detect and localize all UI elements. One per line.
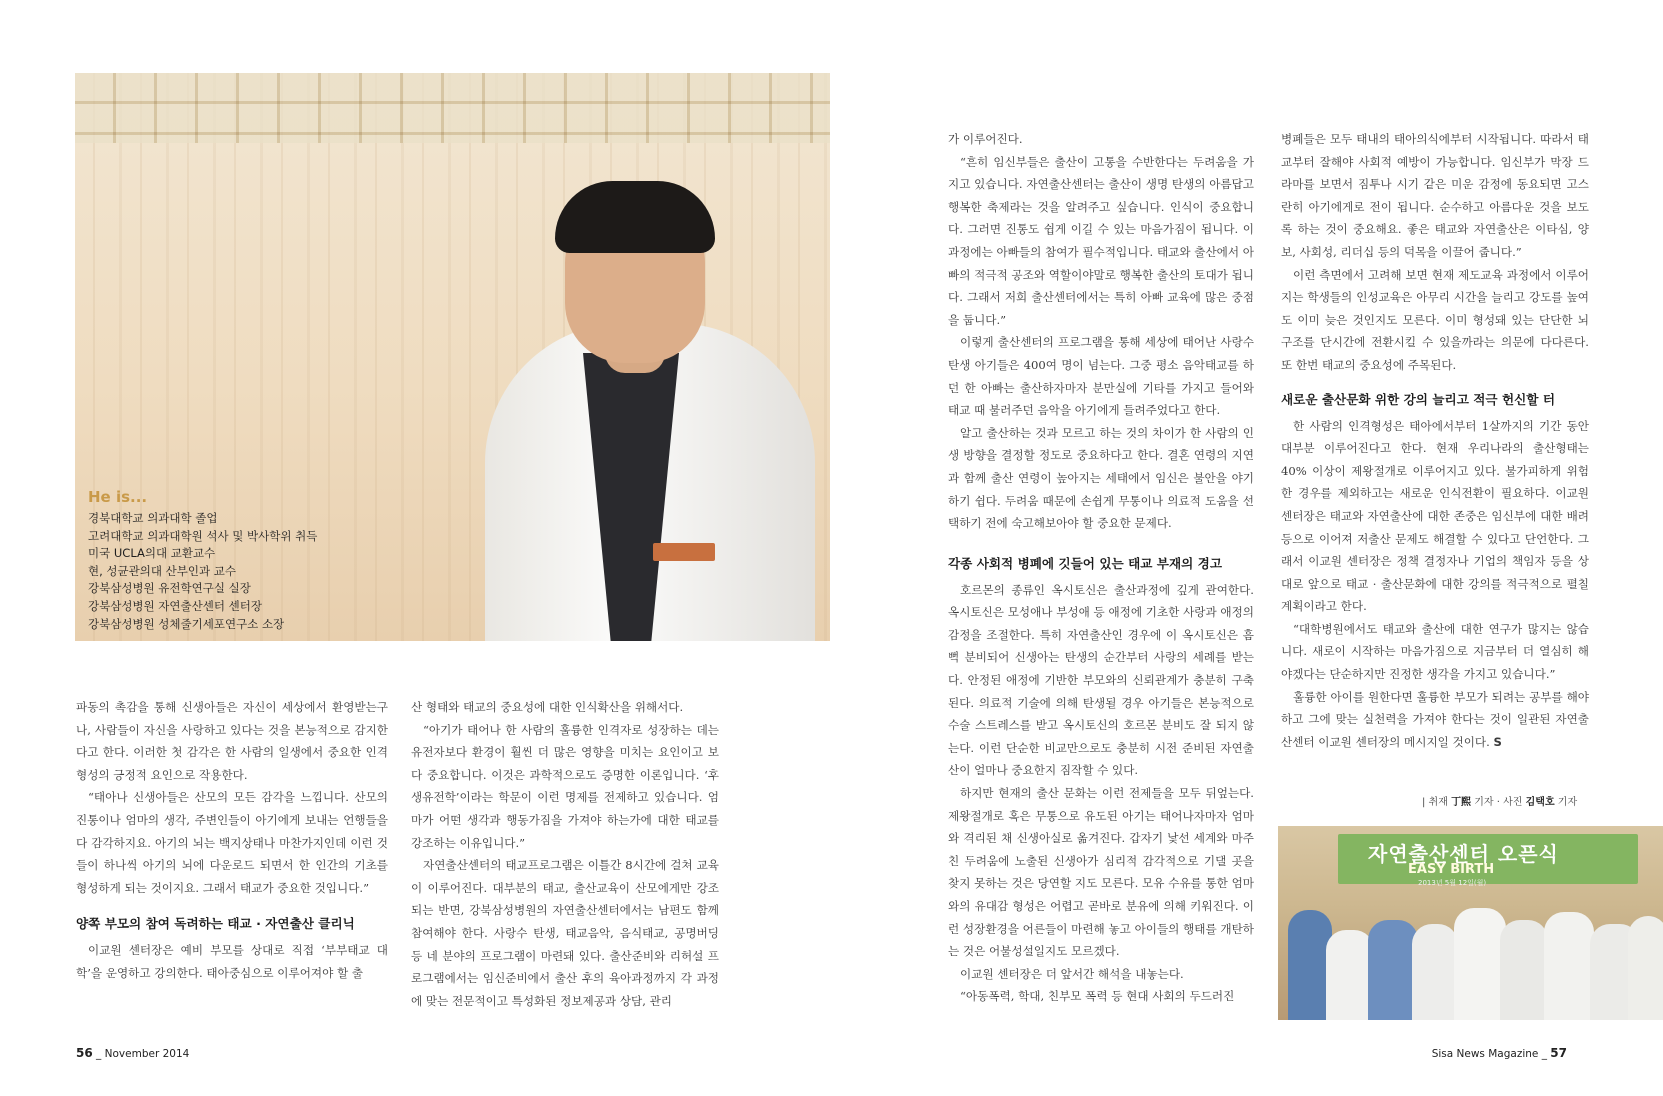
paragraph: “흔히 임신부들은 출산이 고통을 수반한다는 두려움을 가지고 있습니다. 자연출산센터는 출산이 생명 탄생의 아름답고 행복한 축제라는 것을 알려주고 싶습니다. 인식이 중요합니다. 그러면 진통도 쉽게 이길 수 있는 마음가짐이 됩니다. 이 과정에는 아빠들의 참여가 필수적입니다. 태교와 출산에서 아빠의 적극적 공조와 역할이야말로 행복한 출산의 토대가 됩니다. 그래서 저희 출산센터에서는 특히 아빠 교육에 많은 중점을 둡니다.” <box>948 154 1254 327</box>
staff-person <box>1500 920 1548 1020</box>
folio-issue: _ November 2014 <box>96 1048 190 1060</box>
paragraph <box>1281 686 1589 754</box>
bio-line: 미국 UCLA의대 교환교수 <box>88 546 216 561</box>
paragraph: 이교원 센터장은 더 앞서간 해석을 내놓는다. <box>960 966 1184 981</box>
section-heading: 각종 사회적 병폐에 깃들어 있는 태교 부재의 경고 <box>948 555 1223 571</box>
banner-date: 2013년 5월 12일(월) <box>1418 879 1487 887</box>
paragraph: 이교원 센터장은 예비 부모를 상대로 직접 ‘부부태교 대학’을 운영하고 강의한다. 태아중심으로 이루어져야 할 출 <box>76 943 388 980</box>
end-mark: S <box>1493 734 1502 749</box>
article-column-1 <box>76 696 388 985</box>
paragraph: 자연출산센터의 태교프로그램은 이틀간 8시간에 걸쳐 교육이 이루어진다. 대부분의 태교, 출산교육이 산모에게만 강조되는 반면, 강북삼성병원의 자연출산센터에서는 남편도 함께 참여해야 한다. 사랑수 탄생, 태교음악, 음식태교, 공명버딩 등 네 분야의 프로그램이 마련돼 있다. 출산준비와 리허설 프로그램에서는 임신준비에서 출산 후의 육아과정까지 각 과정에 맞는 전문적이고 특성화된 정보제공과 상담, 관리 <box>411 858 719 1008</box>
window-blinds <box>75 73 830 143</box>
page-folio-left <box>76 1046 189 1060</box>
paragraph: 이렇게 출산센터의 프로그램을 통해 세상에 태어난 사랑수 탄생 아기들은 400여 명이 넘는다. 그중 평소 음악태교를 하던 한 아빠는 출산하자마자 분만실에 기타를 가지고 들어와 태교 때 불러주던 음악을 아기에게 들려주었다고 한다. <box>948 335 1254 418</box>
paragraph-text: 훌륭한 아이를 원한다면 훌륭한 부모가 되려는 공부를 해야 하고 그에 맞는 실천력을 가져야 한다는 것이 일관된 자연출산센터 이교원 센터장의 메시지일 것이다. <box>1281 689 1589 749</box>
banner-subtitle: EASY BIRTH <box>1408 862 1495 877</box>
credit-photographer: 김택호 <box>1525 797 1555 808</box>
paragraph: 가 이루어진다. <box>948 132 1023 146</box>
bio-box <box>88 488 317 633</box>
bio-line: 고려대학교 의과대학원 석사 및 박사학위 취득 <box>88 528 318 543</box>
credit-reporter: 丁熙 <box>1451 797 1472 808</box>
paragraph: 이런 측면에서 고려해 보면 현재 제도교육 과정에서 이루어지는 학생들의 인성교육은 아무리 시간을 늘리고 강도를 높여도 이미 늦은 것인지도 모른다. 이미 형성돼 있는 단단한 뇌 구조를 단시간에 전환시킬 수 있을까라는 의문에 다다른다. 또 한번 태교의 중요성에 주목된다. <box>1281 267 1589 372</box>
paragraph: 하지만 현재의 출산 문화는 이런 전제들을 모두 뒤엎는다. 제왕절개로 혹은 무통으로 유도된 아기는 태어나자마자 엄마와 격리된 채 신생아실로 옮겨진다. 갑자기 낯선 세계와 마주친 두려움에 노출된 신생아가 심리적 감각적으로 기댈 곳을 찾지 못하는 것은 당연할 지도 모른다. 모유 수유를 통한 엄마와의 유대감 형성은 어렵고 곧바로 분유에 의해 키워진다. 이런 성장환경을 어른들이 마련해 놓고 아이들의 행태를 개탄하는 것은 어불성설일지도 모르겠다. <box>948 786 1254 959</box>
page-folio-right <box>1432 1046 1567 1060</box>
staff-person <box>1326 930 1374 1020</box>
event-photo <box>1278 826 1663 1020</box>
paragraph: 호르몬의 종류인 옥시토신은 출산과정에 깊게 관여한다. 옥시토신은 모성애나 부성애 등 애정에 기초한 사랑과 애정의 감정을 조절한다. 특히 자연출산인 경우에 이 옥시토신은 흠뻑 분비되어 신생아는 탄생의 순간부터 사랑의 세례를 받는다. 안정된 애정에 기반한 부모와의 신뢰관계가 충분히 구축된다. 의료적 기술에 의해 탄생될 경우 아기들은 본능적으로 수술 스트레스를 받고 옥시토신의 호르몬 분비도 잘 되지 않는다. 이런 단순한 비교만으로도 충분히 시전 준비된 자연출산이 얼마나 중요한지 짐작할 수 있다. <box>948 582 1254 778</box>
credit-prefix: | 취재 <box>1422 797 1448 808</box>
section-heading: 새로운 출산문화 위한 강의 늘리고 적극 헌신할 터 <box>1281 391 1556 407</box>
paragraph: “대학병원에서도 태교와 출산에 대한 연구가 많지는 않습니다. 새로이 시작하는 마음가짐으로 지금부터 더 열심히 해야겠다는 단순하지만 진정한 생각을 가지고 있습니다.” <box>1281 621 1589 682</box>
bio-heading: He is... <box>88 488 148 506</box>
staff-person <box>1412 924 1458 1020</box>
staff-person <box>1628 916 1663 1020</box>
staff-person <box>1544 912 1594 1020</box>
paragraph: 한 사람의 인격형성은 태아에서부터 1살까지의 기간 동안 대부분 이루어진다고 한다. 현재 우리나라의 출산형태는 40% 이상이 제왕절개로 이루어지고 있다. 불가피하게 위험한 경우를 제외하고는 새로운 인식전환이 필요하다. 이교원 센터장은 태교와 자연출산에 대한 존중은 임신부에 대한 배려 등으로 이어져 저출산 문제도 해결할 수 있다고 단언한다. 그래서 이교원 센터장은 정책 결정자나 기업의 책임자 등을 상대로 앞으로 태교 · 출산문화에 대한 강의를 적극적으로 펼칠 계획이라고 한다. <box>1281 418 1589 614</box>
photo-credit <box>1422 793 1577 808</box>
credit-photographer-title: 기자 <box>1557 797 1578 808</box>
staff-person <box>1454 908 1506 1020</box>
page-number: 57 <box>1550 1046 1567 1060</box>
credit-reporter-title: 기자 · 사진 <box>1474 797 1523 808</box>
paragraph: “아기가 태어나 한 사람의 훌륭한 인격자로 성장하는 데는 유전자보다 환경이 훨씬 더 많은 영향을 미치는 요인이고 보다 중요합니다. 이것은 과학적으로도 증명한 이론입니다. ‘후생유전학’이라는 학문이 이런 명제를 전제하고 있습니다. 엄마가 어떤 생각과 행동가짐을 가져야 하는가에 대한 태교를 강조하는 이유입니다.” <box>411 722 719 850</box>
paragraph: 병폐들은 모두 태내의 태아의식에부터 시작됩니다. 따라서 태교부터 잘해야 사회적 예방이 가능합니다. 임신부가 막장 드라마를 보면서 짐투나 시기 같은 미운 감정에 동요되면 고스란히 아기에게로 전이 됩니다. 순수하고 아름다운 것을 보도록 하는 것이 중요해요. 좋은 태교와 자연출산은 이타심, 양보, 사회성, 리더십 등의 덕목을 이끌어 줍니다.” <box>1281 132 1589 259</box>
article-column-2 <box>411 696 719 1012</box>
staff-person <box>1368 920 1418 1020</box>
paragraph: “아동폭력, 학대, 친부모 폭력 등 현대 사회의 두드러진 <box>960 989 1235 1004</box>
bio-line: 강북삼성병원 성체줄기세포연구소 소장 <box>88 616 285 631</box>
folio-magazine: Sisa News Magazine _ <box>1431 1048 1547 1060</box>
bio-line: 경북대학교 의과대학 졸업 <box>88 511 218 525</box>
paragraph: 산 형태와 태교의 중요성에 대한 인식확산을 위해서다. <box>411 700 684 714</box>
page-number: 56 <box>76 1046 93 1060</box>
section-heading: 양쪽 부모의 참여 독려하는 태교 · 자연출산 클리닉 <box>76 916 355 932</box>
paragraph: “태아나 신생아들은 산모의 모든 감각을 느낍니다. 산모의 진통이나 엄마의 생각, 주변인들이 아기에게 보내는 언행들을 다 감각하지요. 아기의 뇌는 백지상태나 마찬가지인데 이런 것들이 하나씩 아기의 뇌에 다운로드 되면서 한 인간의 기초를 형성하게 되는 것이지요. 그래서 태교가 중요한 것입니다.” <box>76 790 388 895</box>
doctor-hair <box>555 181 715 253</box>
paragraph: 알고 출산하는 것과 모르고 하는 것의 차이가 한 사람의 인생 방향을 결정할 정도로 중요하다고 한다. 결혼 연령의 지연과 함께 출산 연령이 높아지는 세태에서 임신은 불안을 야기하기 쉽다. 두려움 때문에 손쉽게 무통이나 의료적 도움을 선택하기 전에 숙고해보아야 할 중요한 문제다. <box>948 425 1254 531</box>
article-column-3 <box>948 128 1254 1008</box>
bio-line: 강북삼성병원 유전학연구실 실장 <box>88 581 251 596</box>
banner-title: 자연출산센터 오픈식 <box>1368 842 1559 866</box>
bio-line: 강북삼성병원 자연출산센터 센터장 <box>88 598 262 613</box>
paragraph: 파동의 촉감을 통해 신생아들은 자신이 세상에서 환영받는구나, 사람들이 자신을 사랑하고 있다는 것을 본능적으로 감지한다고 한다. 이러한 첫 감각은 한 사람의 일생에서 중요한 인격형성의 긍정적 요인으로 작용한다. <box>76 700 388 782</box>
article-column-4 <box>1281 128 1589 753</box>
bio-line: 현, 성균관의대 산부인과 교수 <box>88 563 236 578</box>
name-badge <box>653 543 715 561</box>
portrait-photo <box>75 73 830 641</box>
